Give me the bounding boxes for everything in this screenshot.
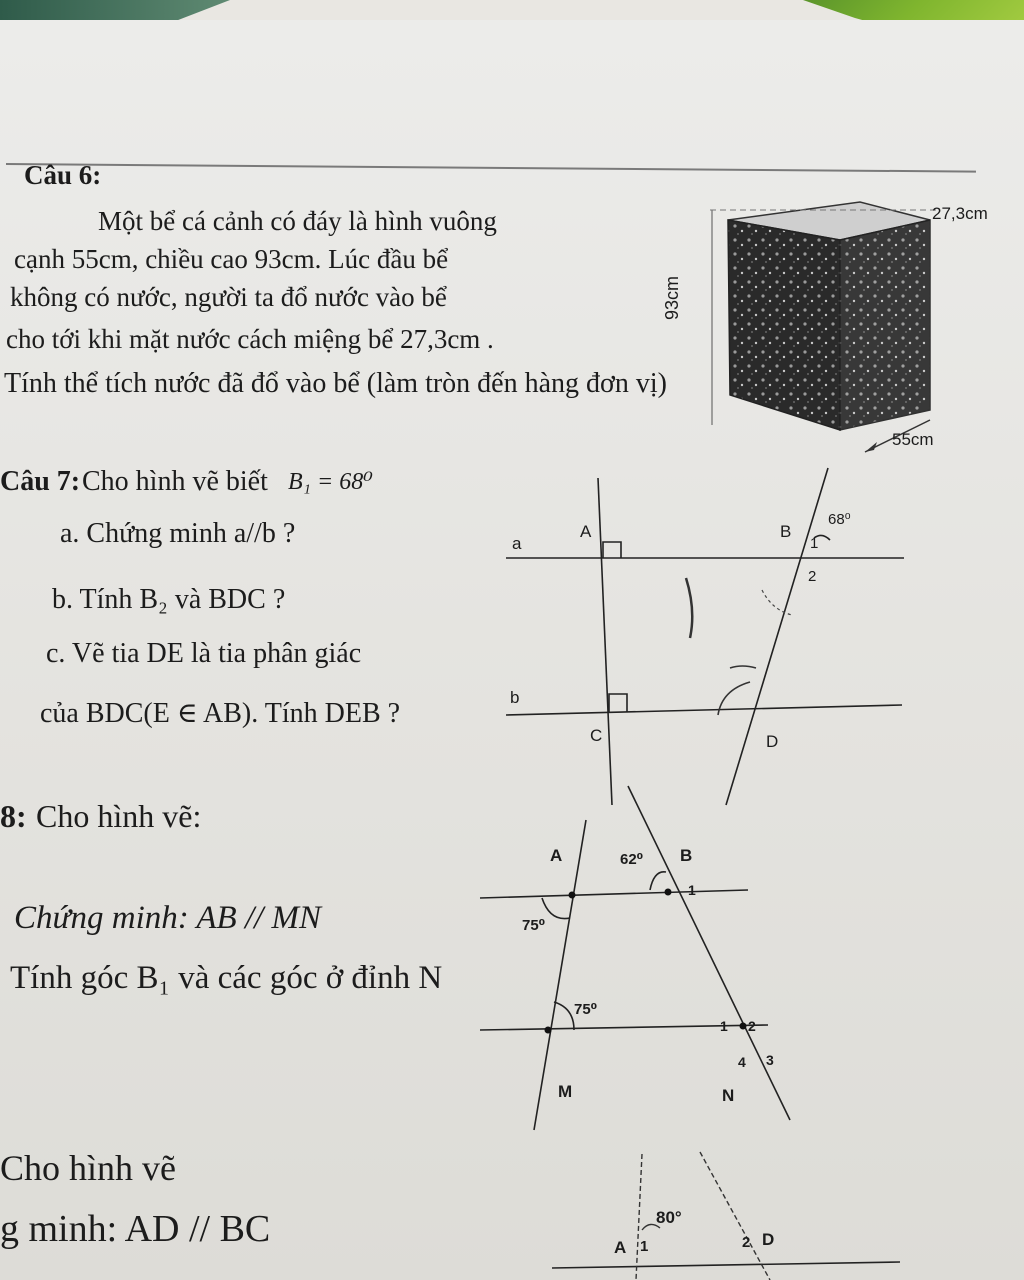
fig8-label-B: B bbox=[680, 846, 693, 865]
q7-part-a: a. Chứng minh a//b ? bbox=[60, 518, 296, 549]
fig9-label-1: 1 bbox=[640, 1238, 649, 1255]
fig7-label-A: A bbox=[580, 522, 592, 541]
fig7-label-D: D bbox=[766, 732, 779, 751]
q9-line-1: Cho hình vẽ bbox=[0, 1148, 176, 1188]
fig8-label-B1: 1 bbox=[688, 882, 696, 898]
q8-task-2: Tính góc B₁ và các góc ở đỉnh N bbox=[10, 960, 443, 996]
fig8-label-N1: 1 bbox=[720, 1018, 728, 1034]
fig8-label-A: A bbox=[550, 846, 563, 865]
fig8-label-N2: 2 bbox=[748, 1018, 756, 1034]
q8-title: 8: bbox=[0, 798, 27, 834]
fig8-angle-75-A: 75⁰ bbox=[522, 917, 546, 934]
fig7-angle-68: 68⁰ bbox=[828, 511, 851, 528]
fig8-label-N: N bbox=[722, 1086, 735, 1105]
fig8-label-M: M bbox=[558, 1082, 573, 1101]
q6-line-1: Một bể cá cảnh có đáy là hình vuông bbox=[98, 206, 497, 236]
fig6-top-label: 27,3cm bbox=[932, 204, 988, 223]
q7-part-c-1: c. Vẽ tia DE là tia phân giác bbox=[46, 638, 362, 669]
q9-figure bbox=[550, 1150, 910, 1280]
fig9-label-A: A bbox=[614, 1238, 627, 1257]
q6-line-3: không có nước, người ta đổ nước vào bể bbox=[10, 282, 447, 312]
q6-line-4: cho tới khi mặt nước cách miệng bể 27,3cm . bbox=[6, 324, 494, 354]
fig7-label-a: a bbox=[512, 534, 522, 553]
fig7-label-1: 1 bbox=[810, 535, 819, 552]
fig7-label-b: b bbox=[510, 688, 520, 707]
q6-line-5: Tính thể tích nước đã đổ vào bể (làm tròn đến hàng đơn vị) bbox=[4, 368, 667, 399]
q9-line-2: g minh: AD // BC bbox=[0, 1208, 271, 1250]
q7-figure bbox=[500, 450, 910, 810]
fig8-angle-62: 62⁰ bbox=[620, 851, 644, 868]
q8-task-1: Chứng minh: AB // MN bbox=[14, 900, 322, 936]
fig7-label-C: C bbox=[590, 726, 603, 745]
q7-intro: Cho hình vẽ biết bbox=[82, 466, 268, 497]
q7-title: Câu 7: bbox=[0, 466, 81, 497]
fig8-label-N4: 4 bbox=[738, 1054, 746, 1070]
fig6-base-label: 55cm bbox=[892, 430, 934, 449]
fig7-label-B: B bbox=[780, 522, 792, 541]
fig8-angle-75-M: 75⁰ bbox=[574, 1001, 598, 1018]
fig6-height-label: 93cm bbox=[662, 275, 682, 320]
q6-title: Câu 6: bbox=[24, 160, 102, 190]
q7-part-b: b. Tính B₂ và BDC ? bbox=[52, 584, 286, 615]
q8-figure bbox=[478, 780, 798, 1140]
fig7-label-2: 2 bbox=[808, 568, 817, 585]
q6-line-2: cạnh 55cm, chiều cao 93cm. Lúc đầu bể bbox=[14, 244, 449, 274]
q7-given: B₁ = 68⁰ bbox=[288, 469, 373, 495]
worksheet-page bbox=[0, 20, 1024, 1280]
fig9-label-D: D bbox=[762, 1230, 775, 1249]
fig8-label-N3: 3 bbox=[766, 1052, 774, 1068]
q8-intro: Cho hình vẽ: bbox=[36, 798, 202, 834]
q7-part-c-2: của BDC(E ∈ AB). Tính DEB ? bbox=[40, 698, 401, 729]
fig9-angle-80: 80° bbox=[656, 1208, 682, 1227]
fig9-label-2: 2 bbox=[742, 1234, 751, 1251]
header-rule bbox=[6, 163, 976, 173]
